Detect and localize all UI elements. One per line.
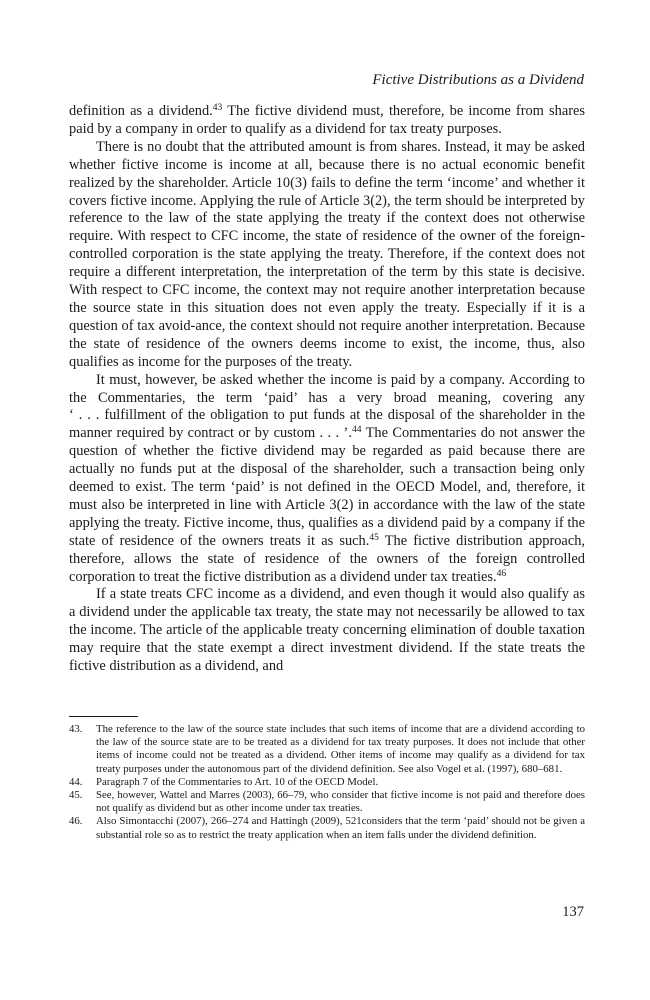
footnote-text: The reference to the law of the source state includes that such items of income that are a dividend according to the law of the source state are to be treated as a dividend for tax treaty purposes. It does not include that other items of income could not be treated as a dividend. Other items of income may qualify as a dividend for tax treaty purposes under the autonomous part of the dividend definition. See also Vogel et al. (1997), 680–681. <box>96 723 585 775</box>
paragraph-2: There is no doubt that the attributed amount is from shares. Instead, it may be asked whether fictive income is income at all, because there is no actual economic benefit realized by the shareholder. Article 10(3) fails to define the term ‘income’ and whether it covers fictive income. Applying the rule of Article 3(2), the term should be interpreted by reference to the law of the state applying the treaty if the context does not otherwise require. With respect to CFC income, the state of residence of the owner of the foreign-controlled corporation is the state applying the treaty. Therefore, if the context does not require a different interpretation, the interpretation of the term by this state is decisive. With respect to CFC income, the context may not require another interpretation because the source state in this situation does not even apply the treaty. Especially if it is a question of tax avoid-ance, the context should not require another interpretation. Because the state of residence of the owners deems income to exist, the income, thus, also qualifies as income for the purposes of the treaty. <box>69 138 585 370</box>
paragraph-3-text-a: It must, however, be asked whether the income is paid by a company. According to the Commentaries, the term ‘paid’ has a very broad meaning, covering any ‘ . . . fulfillment of the obligation to put funds at the disposal of the shareholder in the manner required by contract or by custom . . . ’. <box>69 371 585 442</box>
footnote-text: Paragraph 7 of the Commentaries to Art. 10 of the OECD Model. <box>96 775 379 788</box>
paragraph-1-text-b: The fictive dividend must, therefore, be income from shares paid by a company in order to qualify as a dividend for tax treaty purposes. <box>69 103 585 137</box>
footnote-ref-43[interactable]: 43 <box>212 103 223 113</box>
footnote-text: See, however, Wattel and Marres (2003), 66–79, who consider that fictive income is not paid and therefore does not qualify as dividend but as other income under tax treaties. <box>96 789 585 815</box>
footnote-46 <box>69 815 585 841</box>
footnote-ref-45[interactable]: 45 <box>369 532 379 543</box>
paragraph-1 <box>69 103 585 139</box>
paragraph-3-text-b: The Commentaries do not answer the question of whether the fictive dividend may be regarded as paid because there are actually no funds put at the disposal of the shareholder, such a transaction being only deemed to exist. The term ‘paid’ is not defined in the OECD Model, and, therefore, it must also be interpreted in line with Article 3(2) in accordance with the law of the state applying the treaty. Fictive income, thus, qualifies as a dividend paid by a company if the state of residence of the owners treats it as such. <box>69 425 585 549</box>
footnote-number: 45. <box>69 789 83 802</box>
footnote-number: 44. <box>69 775 83 788</box>
footnote-43 <box>69 723 585 776</box>
footnote-number: 43. <box>69 723 83 735</box>
footnote-text: Also Simontacchi (2007), 266–274 and Hattingh (2009), 521considers that the term ‘paid’ should not be given a substantial role so as to restrict the treaty application when an item falls under the dividend definition. <box>96 815 585 841</box>
paragraph-3-text-c: The fictive distribution approach, therefore, allows the state of residence of the owners of the foreign controlled corporation to treat the fictive distribution as a dividend under tax treaties. <box>69 532 586 585</box>
footnote-number: 46. <box>69 815 83 828</box>
footnote-divider <box>69 716 138 717</box>
page-number: 137 <box>562 904 584 920</box>
footnote-45 <box>69 789 585 815</box>
paragraph-3 <box>69 372 585 587</box>
footnote-ref-46[interactable]: 46 <box>496 568 507 579</box>
footnotes <box>69 723 585 842</box>
body-text <box>69 103 585 676</box>
paragraph-1-text-a: definition as a dividend. <box>69 103 213 119</box>
footnote-44 <box>69 776 585 789</box>
paragraph-4: If a state treats CFC income as a dividend, and even though it would also qualify as a dividend under the applicable tax treaty, the state may not necessarily be allowed to tax the income. The article of the applicable treaty concerning elimination of double taxation may require that the state exempt a direct investment dividend. If the state treats the fictive distribution as a dividend, and <box>69 586 585 675</box>
running-head: Fictive Distributions as a Dividend <box>372 72 584 88</box>
footnote-ref-44[interactable]: 44 <box>351 425 362 436</box>
